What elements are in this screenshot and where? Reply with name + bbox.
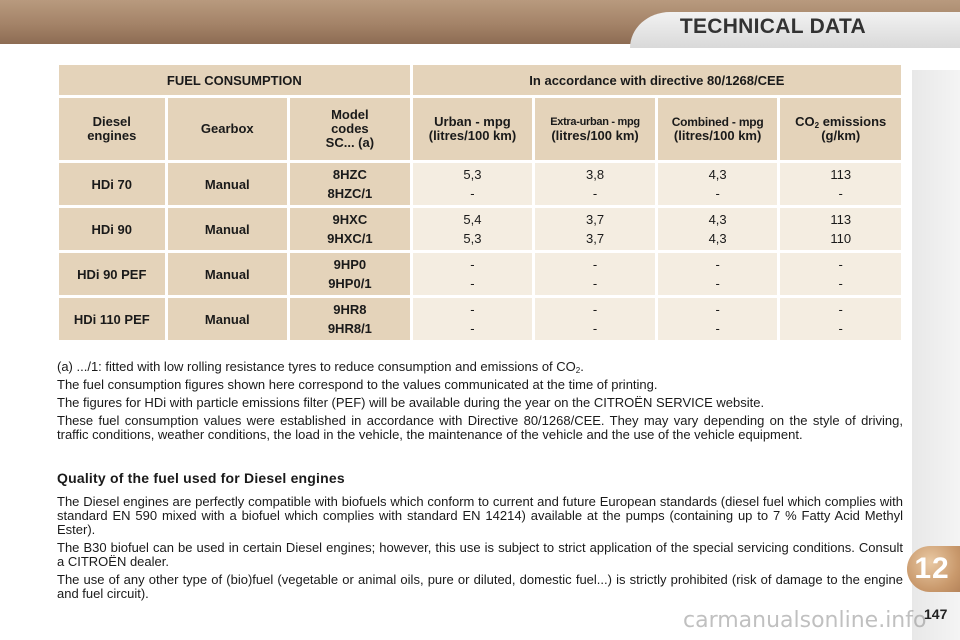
- combined-cell: 4,3 -: [658, 163, 778, 205]
- col-gearbox: Gearbox: [168, 98, 288, 160]
- header-directive: In accordance with directive 80/1268/CEE: [413, 65, 901, 95]
- model-code-cell: 9HR8 9HR8/1: [290, 298, 410, 340]
- quality-paragraph: The Diesel engines are perfectly compatible with biofuels which conform to current and future European standards (diesel fuel which complies with standard EN 590 mixed with a biofuel which complies with standard EN 14214) available at the pumps (containing up to 7 % Fatty Acid Methyl Ester).: [57, 494, 903, 537]
- co2-cell: - -: [780, 253, 901, 295]
- watermark: carmanualsonline.info: [683, 608, 927, 633]
- urban-cell: - -: [413, 253, 533, 295]
- page-number: 147: [924, 606, 948, 622]
- header-fuel-consumption: FUEL CONSUMPTION: [59, 65, 410, 95]
- fuel-consumption-table: [56, 62, 904, 343]
- table-row: [59, 298, 901, 340]
- co2-cell: 113 110: [780, 208, 901, 250]
- quality-paragraph: The use of any other type of (bio)fuel (vegetable or animal oils, pure or diluted, domestic fuel...) is strictly prohibited (risk of damage to the engine and fuel circuit).: [57, 572, 903, 601]
- table-header-row: [59, 65, 901, 95]
- table-row: [59, 253, 901, 295]
- col-co2: $CO_2$ emissions (g/km): [780, 98, 901, 160]
- table-row: [59, 208, 901, 250]
- urban-cell: 5,3 -: [413, 163, 533, 205]
- engine-cell: HDi 70: [59, 163, 165, 205]
- engine-cell: HDi 90: [59, 208, 165, 250]
- col-urban: Urban - mpg (litres/100 km): [413, 98, 533, 160]
- extra-urban-cell: - -: [535, 253, 655, 295]
- note-printing: The fuel consumption figures shown here correspond to the values communicated at the time of printing.: [57, 377, 658, 392]
- note-directive: These fuel consumption values were established in accordance with Directive 80/1268/CEE. They may vary depending on the style of driving, traffic conditions, weather conditions, the load in the vehicle, the maintenance of the vehicle and the use of the vehicle equipment.: [57, 413, 903, 442]
- consumption-notes: [57, 360, 903, 446]
- extra-urban-cell: 3,8 -: [535, 163, 655, 205]
- co2-cell: 113 -: [780, 163, 901, 205]
- urban-cell: 5,4 5,3: [413, 208, 533, 250]
- combined-cell: - -: [658, 253, 778, 295]
- gearbox-cell: Manual: [168, 163, 288, 205]
- gearbox-cell: Manual: [168, 208, 288, 250]
- model-code-cell: 8HZC 8HZC/1: [290, 163, 410, 205]
- col-model-codes: Model codes SC... (a): [290, 98, 410, 160]
- urban-cell: - -: [413, 298, 533, 340]
- model-code-cell: 9HXC 9HXC/1: [290, 208, 410, 250]
- gearbox-cell: Manual: [168, 253, 288, 295]
- model-code-cell: 9HP0 9HP0/1: [290, 253, 410, 295]
- col-extra-urban: Extra-urban - mpg (litres/100 km): [535, 98, 655, 160]
- page-title: TECHNICAL DATA: [679, 15, 866, 38]
- column-header-row: [59, 98, 901, 160]
- table-row: [59, 163, 901, 205]
- extra-urban-cell: - -: [535, 298, 655, 340]
- quality-paragraph: The B30 biofuel can be used in certain Diesel engines; however, this use is subject to strict application of the special servicing conditions. Consult a CITROËN dealer.: [57, 540, 903, 569]
- gearbox-cell: Manual: [168, 298, 288, 340]
- fuel-quality-text: [57, 495, 903, 605]
- chapter-badge: 12: [907, 546, 960, 592]
- section-title-fuel-quality: Quality of the fuel used for Diesel engines: [57, 470, 345, 486]
- col-engines: Diesel engines: [59, 98, 165, 160]
- note-pef: The figures for HDi with particle emissions filter (PEF) will be available during the year on the CITROËN SERVICE website.: [57, 395, 765, 410]
- engine-cell: HDi 110 PEF: [59, 298, 165, 340]
- engine-cell: HDi 90 PEF: [59, 253, 165, 295]
- combined-cell: 4,3 4,3: [658, 208, 778, 250]
- note-a: (a) .../1: fitted with low rolling resistance tyres to reduce consumption and emissions of $CO_2$.: [57, 359, 584, 375]
- col-combined: Combined - mpg (litres/100 km): [658, 98, 778, 160]
- extra-urban-cell: 3,7 3,7: [535, 208, 655, 250]
- combined-cell: - -: [658, 298, 778, 340]
- co2-cell: - -: [780, 298, 901, 340]
